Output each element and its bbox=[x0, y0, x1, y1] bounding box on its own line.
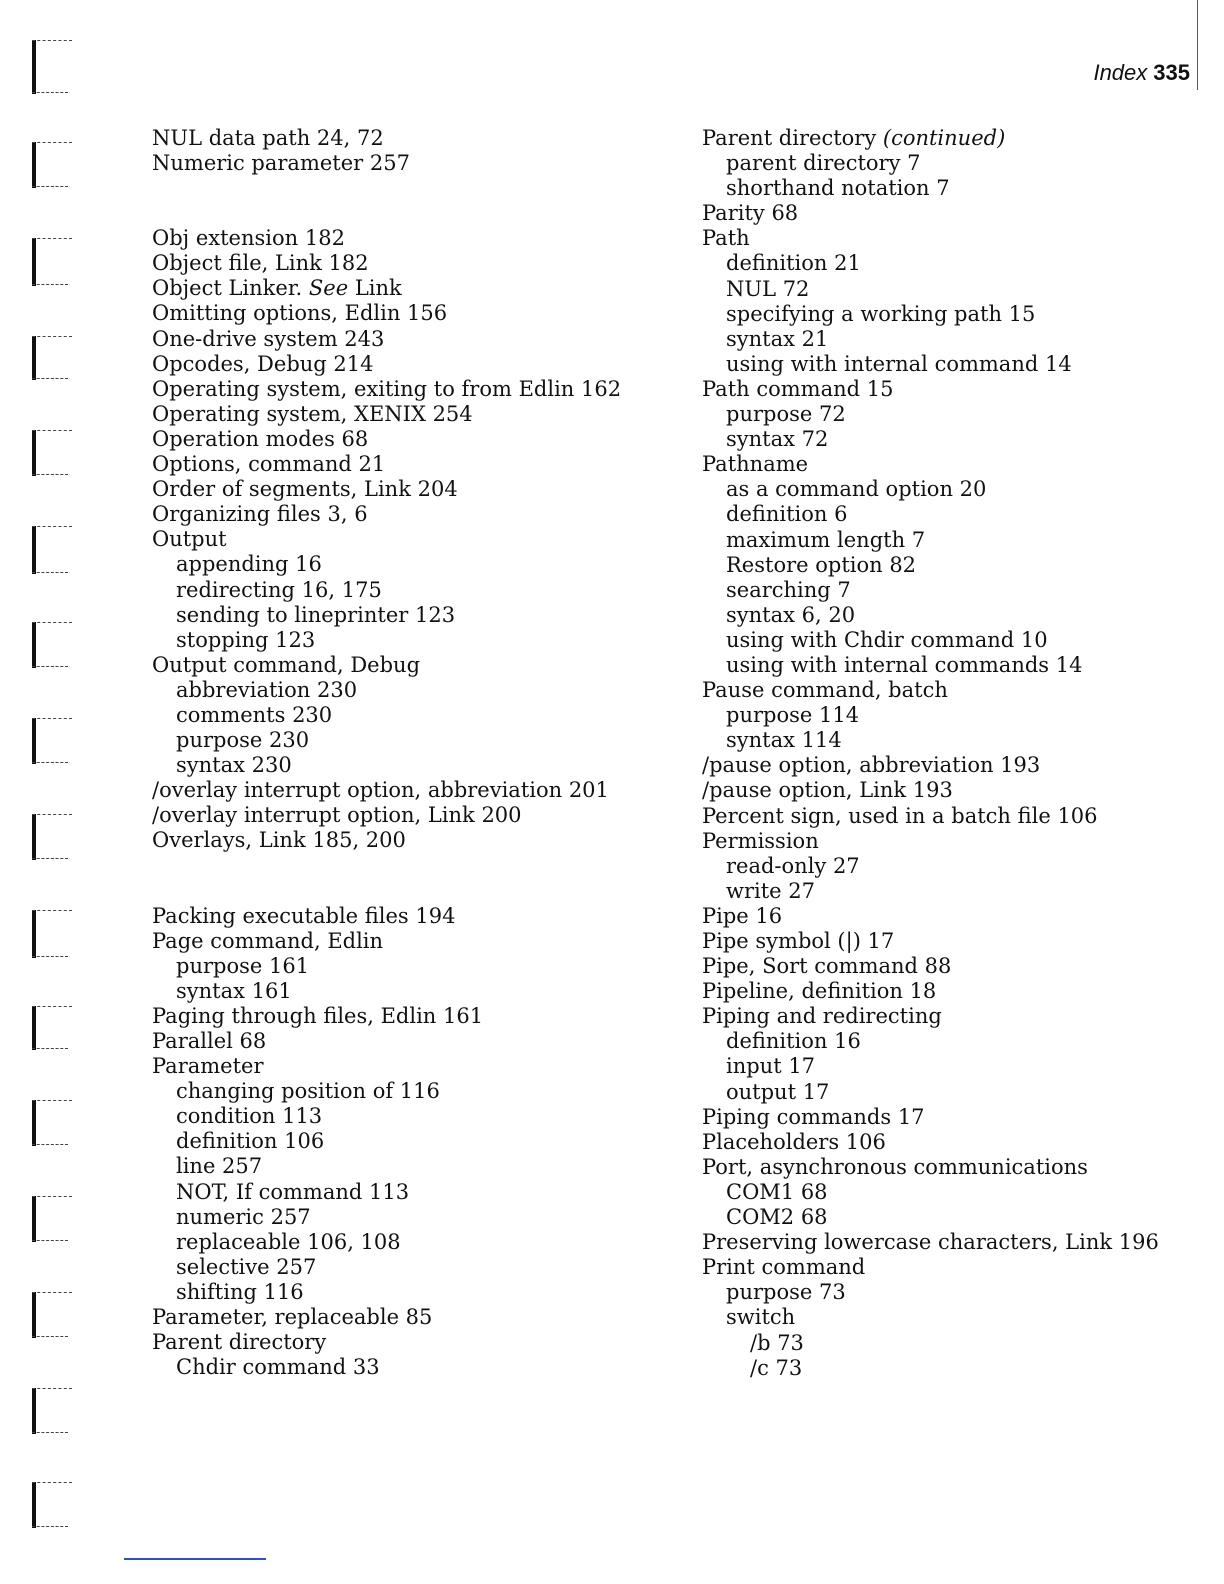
index-subentry bbox=[152, 628, 652, 653]
index-entry bbox=[702, 1130, 1182, 1155]
entry-text: numeric 257 bbox=[176, 1204, 311, 1229]
page-header bbox=[1093, 60, 1190, 86]
index-entry bbox=[152, 477, 652, 502]
index-subentry bbox=[152, 979, 652, 1004]
index-entry bbox=[702, 753, 1182, 778]
index-entry bbox=[152, 151, 652, 176]
index-entry bbox=[152, 327, 652, 352]
see-target: Link bbox=[354, 276, 402, 301]
index-subentry bbox=[702, 1305, 1182, 1330]
entry-text: purpose 161 bbox=[176, 953, 310, 978]
entry-text: Port, asynchronous communications bbox=[702, 1154, 1088, 1179]
index-subentry bbox=[702, 176, 1182, 201]
index-subentry bbox=[152, 1154, 652, 1179]
entry-text: abbreviation 230 bbox=[176, 677, 358, 702]
entry-text: specifying a working path 15 bbox=[726, 301, 1036, 326]
entry-text: Operating system, XENIX 254 bbox=[152, 401, 473, 426]
index-entry bbox=[152, 452, 652, 477]
index-entry bbox=[702, 829, 1182, 854]
index-subentry bbox=[152, 728, 652, 753]
index-entry bbox=[152, 527, 652, 552]
index-subentry bbox=[702, 1080, 1182, 1105]
entry-text: syntax 6, 20 bbox=[726, 602, 856, 627]
entry-text: Object Linker. bbox=[152, 276, 303, 301]
entry-text: syntax 21 bbox=[726, 326, 829, 351]
index-entry bbox=[152, 402, 652, 427]
index-entry bbox=[702, 929, 1182, 954]
index-entry bbox=[702, 954, 1182, 979]
index-entry bbox=[702, 1230, 1182, 1255]
binder-mark bbox=[32, 336, 78, 380]
entry-text: appending 16 bbox=[176, 552, 322, 577]
index-entry bbox=[152, 1330, 652, 1355]
entry-text: Percent sign, used in a batch file 106 bbox=[702, 803, 1098, 828]
entry-text: Output bbox=[152, 527, 227, 552]
entry-text: One-drive system 243 bbox=[152, 326, 385, 351]
entry-text: COM1 68 bbox=[726, 1179, 828, 1204]
entry-text: Restore option 82 bbox=[726, 552, 917, 577]
index-entry bbox=[152, 1004, 652, 1029]
entry-text: Parameter, replaceable 85 bbox=[152, 1305, 433, 1330]
index-subentry bbox=[702, 151, 1182, 176]
entry-text: NUL 72 bbox=[726, 276, 810, 301]
entry-text: Packing executable files 194 bbox=[152, 903, 456, 928]
index-entry bbox=[702, 126, 1182, 151]
entry-text: definition 16 bbox=[726, 1029, 861, 1054]
entry-text: Path command 15 bbox=[702, 376, 894, 401]
entry-text: syntax 230 bbox=[176, 753, 292, 778]
entry-text: sending to lineprinter 123 bbox=[176, 602, 456, 627]
binder-mark bbox=[32, 622, 78, 668]
index-entry bbox=[152, 1054, 652, 1079]
entry-text: syntax 114 bbox=[726, 728, 842, 753]
index-subentry bbox=[152, 1104, 652, 1129]
entry-text: Pathname bbox=[702, 452, 809, 477]
index-subentry bbox=[702, 1054, 1182, 1079]
entry-text: Object file, Link 182 bbox=[152, 251, 369, 276]
index-column-left bbox=[152, 126, 652, 1380]
entry-text: Parallel 68 bbox=[152, 1029, 267, 1053]
section-gap bbox=[152, 854, 652, 904]
entry-text: NUL data path 24, 72 bbox=[152, 126, 384, 150]
entry-text: /overlay interrupt option, Link 200 bbox=[152, 803, 522, 828]
binder-mark bbox=[32, 910, 78, 958]
index-entry bbox=[702, 1004, 1182, 1029]
index-subentry bbox=[152, 1280, 652, 1305]
index-entry bbox=[152, 276, 652, 301]
index-subentry bbox=[702, 1029, 1182, 1054]
entry-text: Pipe symbol (|) 17 bbox=[702, 929, 895, 953]
entry-text: Parameter bbox=[152, 1054, 264, 1079]
page-edge-rule bbox=[1197, 0, 1198, 90]
index-entry bbox=[702, 226, 1182, 251]
entry-text: Opcodes, Debug 214 bbox=[152, 351, 374, 376]
index-entry bbox=[152, 828, 652, 853]
index-subentry bbox=[702, 628, 1182, 653]
index-subentry bbox=[152, 703, 652, 728]
entry-text: Overlays, Link 185, 200 bbox=[152, 828, 406, 853]
footer-line bbox=[124, 1558, 266, 1560]
binder-mark bbox=[32, 526, 78, 574]
binder-mark bbox=[32, 1482, 78, 1528]
index-subentry bbox=[702, 327, 1182, 352]
index-subentry bbox=[702, 703, 1182, 728]
entry-text: selective 257 bbox=[176, 1254, 317, 1279]
binder-mark bbox=[32, 40, 78, 94]
index-subentry bbox=[702, 1356, 1182, 1381]
entry-text: /b 73 bbox=[750, 1330, 804, 1355]
index-subentry bbox=[702, 854, 1182, 879]
index-entry bbox=[152, 427, 652, 452]
index-subentry bbox=[702, 528, 1182, 553]
index-entry bbox=[702, 979, 1182, 1004]
index-subentry bbox=[152, 552, 652, 577]
entry-text: Omitting options, Edlin 156 bbox=[152, 301, 448, 326]
entry-text: NOT, If command 113 bbox=[176, 1179, 410, 1204]
index-entry bbox=[702, 1155, 1182, 1180]
entry-text: Pipe, Sort command 88 bbox=[702, 954, 952, 979]
entry-text: definition 6 bbox=[726, 502, 848, 527]
index-subentry bbox=[152, 1129, 652, 1154]
entry-text: purpose 230 bbox=[176, 728, 310, 753]
index-subentry bbox=[702, 277, 1182, 302]
entry-text: shifting 116 bbox=[176, 1279, 304, 1304]
index-subentry bbox=[702, 603, 1182, 628]
see-reference: See bbox=[308, 276, 349, 301]
index-subentry bbox=[702, 1331, 1182, 1356]
index-subentry bbox=[152, 954, 652, 979]
index-subentry bbox=[702, 427, 1182, 452]
index-entry bbox=[702, 1105, 1182, 1130]
binder-mark bbox=[32, 238, 78, 286]
entry-text: /overlay interrupt option, abbreviation 201 bbox=[152, 778, 609, 803]
entry-text: syntax 72 bbox=[726, 427, 829, 452]
index-subentry bbox=[152, 678, 652, 703]
header-title: Index bbox=[1093, 60, 1148, 85]
index-entry bbox=[152, 377, 652, 402]
entry-text: COM2 68 bbox=[726, 1205, 828, 1230]
entry-text: Paging through files, Edlin 161 bbox=[152, 1003, 484, 1028]
entry-text: as a command option 20 bbox=[726, 477, 987, 502]
index-entry bbox=[152, 251, 652, 276]
entry-text: Preserving lowercase characters, Link 196 bbox=[702, 1230, 1159, 1255]
index-entry bbox=[152, 653, 652, 678]
entry-text: Piping commands 17 bbox=[702, 1104, 925, 1129]
entry-text: Pause command, batch bbox=[702, 678, 948, 703]
entry-text: definition 106 bbox=[176, 1129, 325, 1154]
entry-text: Parent directory bbox=[702, 126, 877, 150]
index-subentry bbox=[152, 603, 652, 628]
index-entry bbox=[152, 226, 652, 251]
entry-text: searching 7 bbox=[726, 577, 851, 602]
index-subentry bbox=[702, 578, 1182, 603]
index-subentry bbox=[702, 251, 1182, 276]
entry-text: Operation modes 68 bbox=[152, 426, 369, 451]
entry-text: Permission bbox=[702, 828, 819, 853]
index-subentry bbox=[702, 1205, 1182, 1230]
index-subentry bbox=[152, 1180, 652, 1205]
index-entry bbox=[702, 804, 1182, 829]
index-subentry bbox=[152, 1255, 652, 1280]
index-subentry bbox=[702, 728, 1182, 753]
entry-text: input 17 bbox=[726, 1054, 816, 1079]
index-entry bbox=[152, 502, 652, 527]
entry-text: switch bbox=[726, 1305, 796, 1330]
index-subentry bbox=[152, 1355, 652, 1380]
entry-text: condition 113 bbox=[176, 1104, 323, 1129]
index-entry bbox=[152, 126, 652, 151]
entry-text: Operating system, exiting to from Edlin 162 bbox=[152, 376, 622, 401]
index-entry bbox=[702, 1255, 1182, 1280]
entry-text: parent directory 7 bbox=[726, 151, 921, 176]
binder-mark bbox=[32, 1292, 78, 1338]
index-subentry bbox=[702, 352, 1182, 377]
binder-mark bbox=[32, 430, 78, 476]
binder-mark bbox=[32, 1100, 78, 1146]
index-entry bbox=[152, 929, 652, 954]
binder-mark bbox=[32, 718, 78, 764]
index-entry bbox=[702, 452, 1182, 477]
index-entry bbox=[702, 904, 1182, 929]
entry-text: /pause option, Link 193 bbox=[702, 778, 953, 803]
index-entry bbox=[152, 803, 652, 828]
entry-text: Page command, Edlin bbox=[152, 928, 384, 953]
entry-text: Print command bbox=[702, 1255, 866, 1280]
index-subentry bbox=[702, 879, 1182, 904]
entry-text: Path bbox=[702, 226, 750, 251]
index-subentry bbox=[702, 477, 1182, 502]
entry-text: Organizing files 3, 6 bbox=[152, 502, 368, 527]
entry-text: Piping and redirecting bbox=[702, 1004, 942, 1029]
index-entry bbox=[152, 1305, 652, 1330]
entry-text: Placeholders 106 bbox=[702, 1129, 886, 1154]
entry-text: definition 21 bbox=[726, 251, 861, 276]
entry-text: Order of segments, Link 204 bbox=[152, 477, 458, 502]
section-gap bbox=[152, 176, 652, 226]
index-subentry bbox=[702, 302, 1182, 327]
index-subentry bbox=[702, 502, 1182, 527]
entry-text: stopping 123 bbox=[176, 627, 316, 652]
entry-text: Options, command 21 bbox=[152, 452, 386, 477]
index-entry bbox=[702, 201, 1182, 226]
entry-text: Pipe 16 bbox=[702, 903, 783, 928]
entry-text: line 257 bbox=[176, 1154, 263, 1179]
entry-text: changing position of 116 bbox=[176, 1079, 440, 1104]
entry-text: purpose 73 bbox=[726, 1280, 846, 1305]
entry-text: comments 230 bbox=[176, 702, 333, 727]
binder-mark bbox=[32, 1196, 78, 1242]
entry-text: /c 73 bbox=[750, 1355, 803, 1380]
index-entry bbox=[702, 678, 1182, 703]
index-entry bbox=[152, 301, 652, 326]
index-subentry bbox=[152, 578, 652, 603]
index-subentry bbox=[152, 1079, 652, 1104]
index-subentry bbox=[702, 1180, 1182, 1205]
entry-text: maximum length 7 bbox=[726, 527, 926, 552]
entry-text: using with internal commands 14 bbox=[726, 652, 1083, 677]
index-subentry bbox=[702, 402, 1182, 427]
entry-text: write 27 bbox=[726, 878, 815, 903]
entry-text: Parity 68 bbox=[702, 201, 799, 226]
entry-text: using with internal command 14 bbox=[726, 351, 1072, 376]
entry-text: Numeric parameter 257 bbox=[152, 151, 410, 176]
index-entry bbox=[152, 778, 652, 803]
entry-text: Obj extension 182 bbox=[152, 226, 345, 251]
index-subentry bbox=[152, 753, 652, 778]
index-subentry bbox=[702, 553, 1182, 578]
index-entry bbox=[152, 352, 652, 377]
entry-text: shorthand notation 7 bbox=[726, 176, 950, 201]
entry-text: redirecting 16, 175 bbox=[176, 577, 382, 602]
binder-mark bbox=[32, 1006, 78, 1050]
index-entry bbox=[152, 1029, 652, 1054]
continued-label: (continued) bbox=[882, 126, 1006, 150]
index-subentry bbox=[152, 1205, 652, 1230]
index-entry bbox=[152, 904, 652, 929]
binder-mark bbox=[32, 814, 78, 860]
entry-text: /pause option, abbreviation 193 bbox=[702, 753, 1041, 778]
index-subentry bbox=[152, 1230, 652, 1255]
entry-text: syntax 161 bbox=[176, 978, 292, 1003]
index-column-right bbox=[702, 126, 1182, 1381]
entry-text: using with Chdir command 10 bbox=[726, 627, 1048, 652]
entry-text: Pipeline, definition 18 bbox=[702, 979, 937, 1004]
entry-text: purpose 114 bbox=[726, 703, 860, 728]
binder-mark bbox=[32, 142, 78, 188]
entry-text: Output command, Debug bbox=[152, 652, 421, 677]
entry-text: output 17 bbox=[726, 1079, 830, 1104]
entry-text: read-only 27 bbox=[726, 853, 860, 878]
entry-text: replaceable 106, 108 bbox=[176, 1229, 401, 1254]
index-entry bbox=[702, 377, 1182, 402]
index-subentry bbox=[702, 653, 1182, 678]
index-entry bbox=[702, 778, 1182, 803]
binder-mark bbox=[32, 1388, 78, 1434]
entry-text: Parent directory bbox=[152, 1330, 327, 1355]
entry-text: Chdir command 33 bbox=[176, 1355, 380, 1380]
page-number: 335 bbox=[1153, 60, 1190, 85]
entry-text: purpose 72 bbox=[726, 402, 846, 427]
index-subentry bbox=[702, 1280, 1182, 1305]
